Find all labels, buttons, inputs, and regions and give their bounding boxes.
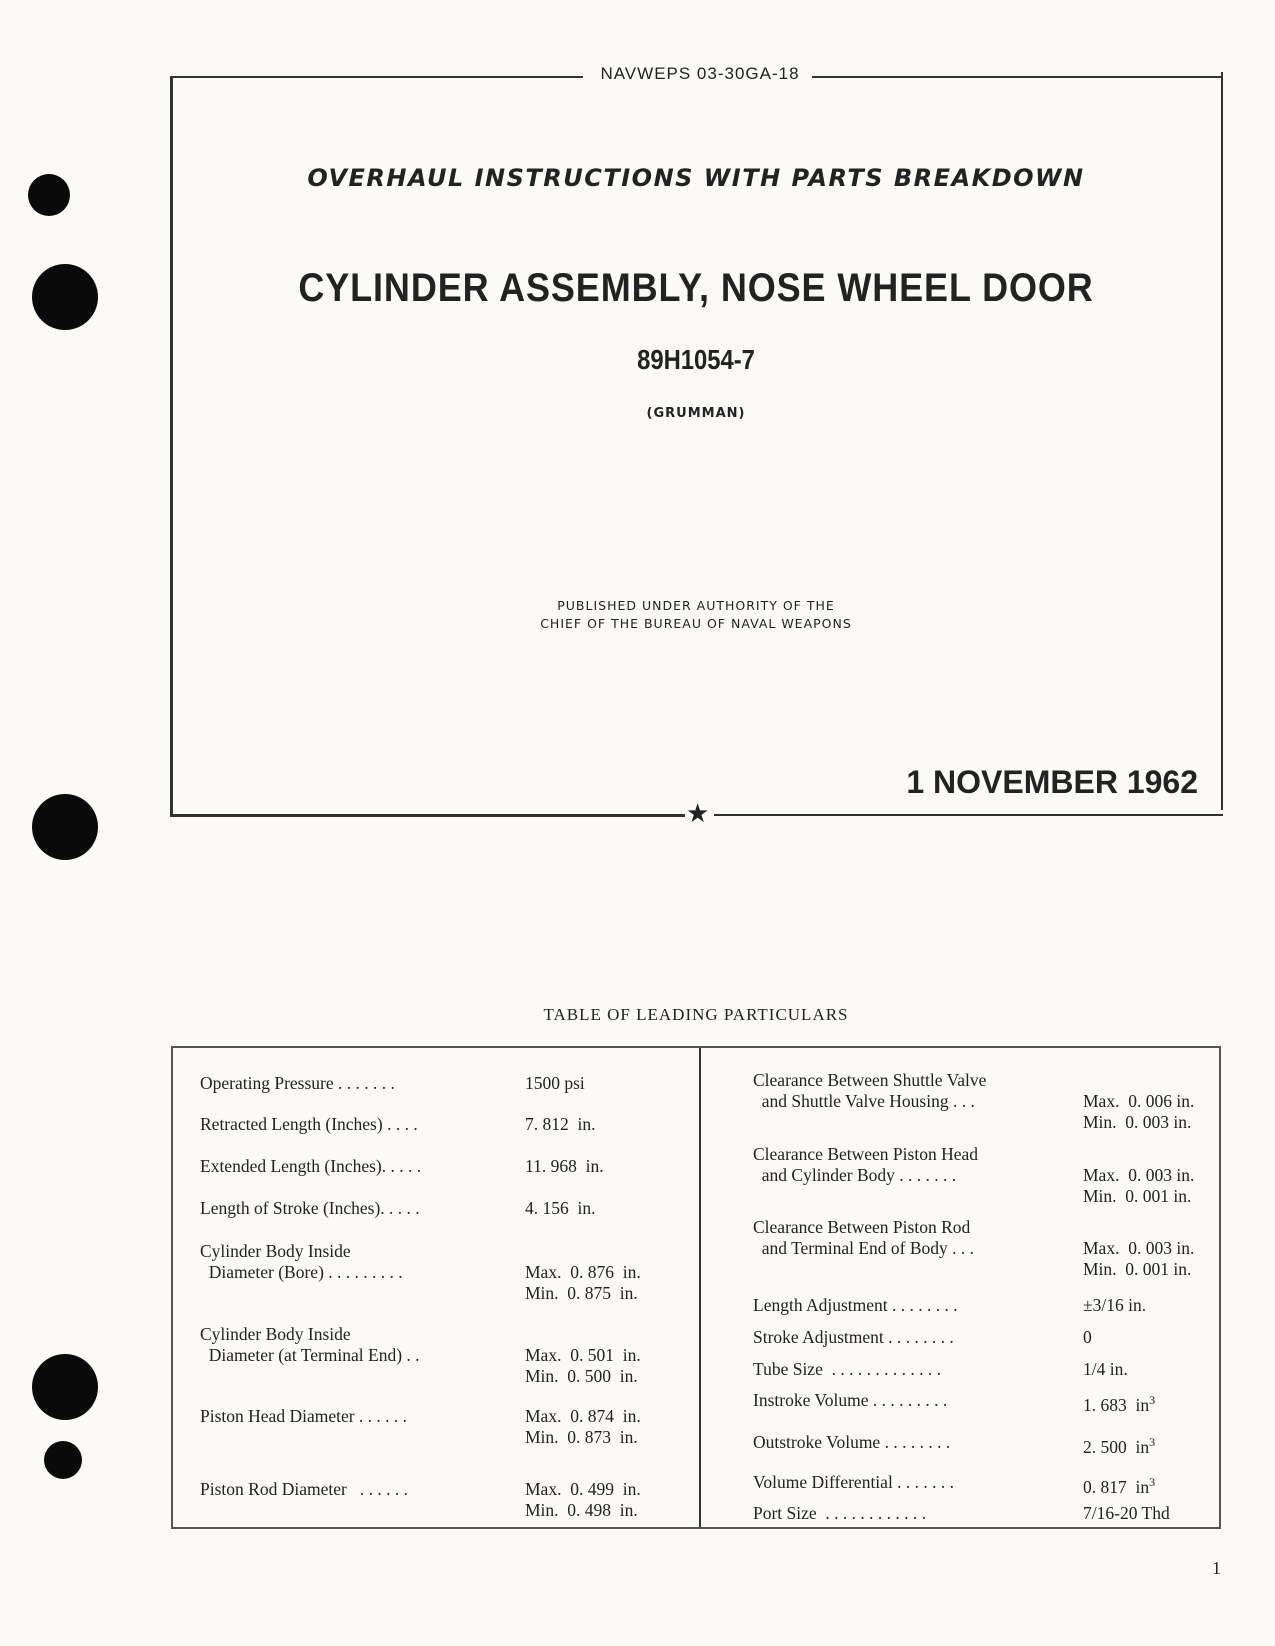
- particular-label: Length of Stroke (Inches). . . . .: [200, 1198, 420, 1218]
- frame-bottom-right: [714, 814, 1223, 816]
- particular-label: Retracted Length (Inches) . . . .: [200, 1114, 418, 1134]
- particular-label: Cylinder Body Inside: [200, 1324, 351, 1344]
- particular-label: Piston Rod Diameter . . . . . .: [200, 1479, 409, 1499]
- particular-min: Min. 0. 001 in.: [1083, 1186, 1192, 1206]
- particular-value: 7/16-20 Thd: [1083, 1503, 1170, 1523]
- frame-bottom-left: [170, 814, 685, 817]
- part-number: 89H1054-7: [637, 344, 755, 375]
- particular-max: Max. 0. 499 in.: [525, 1479, 641, 1499]
- particular-label-continued: Diameter (at Terminal End) . .: [200, 1345, 420, 1365]
- column-divider: [699, 1048, 701, 1527]
- particular-max: Max. 0. 874 in.: [525, 1406, 641, 1426]
- particular-label: Clearance Between Piston Head: [753, 1144, 978, 1164]
- particular-value: 0. 817 $in^3$: [1083, 1475, 1156, 1497]
- particular-min: Min. 0. 003 in.: [1083, 1112, 1192, 1132]
- particular-label: Volume Differential . . . . . . .: [753, 1472, 955, 1492]
- particular-label: Clearance Between Piston Rod: [753, 1217, 971, 1237]
- page-number: 1: [1212, 1558, 1221, 1578]
- particular-label: Piston Head Diameter . . . . . .: [200, 1406, 408, 1426]
- superscript: 3: [1149, 1475, 1156, 1489]
- particular-label: Extended Length (Inches). . . . .: [200, 1156, 422, 1176]
- particular-max: Max. 0. 003 in.: [1083, 1238, 1195, 1258]
- particular-min: Min. 0. 001 in.: [1083, 1259, 1192, 1279]
- punch-hole: [44, 1441, 82, 1479]
- punch-hole: [28, 174, 70, 216]
- particular-min: Min. 0. 498 in.: [525, 1500, 638, 1520]
- particular-value: 11. 968 in.: [525, 1156, 604, 1176]
- particular-value: 1/4 in.: [1083, 1359, 1128, 1379]
- particular-label-continued: and Cylinder Body . . . . . . .: [753, 1165, 957, 1185]
- particular-value: 0: [1083, 1327, 1092, 1347]
- star-icon: ★: [686, 799, 710, 829]
- particular-max: Max. 0. 006 in.: [1083, 1091, 1195, 1111]
- series-title: OVERHAUL INSTRUCTIONS WITH PARTS BREAKDOWN: [307, 164, 1085, 192]
- particular-label-continued: Diameter (Bore) . . . . . . . . .: [200, 1262, 403, 1282]
- document-title: CYLINDER ASSEMBLY, NOSE WHEEL DOOR: [298, 266, 1094, 310]
- particular-value: 7. 812 in.: [525, 1114, 596, 1134]
- authority-line-1: PUBLISHED UNDER AUTHORITY OF THE: [557, 598, 835, 613]
- particular-label: Port Size . . . . . . . . . . . .: [753, 1503, 927, 1523]
- particular-label: Length Adjustment . . . . . . . .: [753, 1295, 958, 1315]
- particular-value: 4. 156 in.: [525, 1198, 596, 1218]
- punch-hole: [32, 264, 98, 330]
- superscript: 3: [1149, 1393, 1156, 1407]
- punch-hole: [32, 794, 98, 860]
- punch-hole: [32, 1354, 98, 1420]
- particular-value: 1. 683 $in^3$: [1083, 1393, 1156, 1415]
- particular-label: Operating Pressure . . . . . . .: [200, 1073, 395, 1093]
- particular-label: Tube Size . . . . . . . . . . . . .: [753, 1359, 941, 1379]
- particular-max: Max. 0. 876 in.: [525, 1262, 641, 1282]
- particular-label: Instroke Volume . . . . . . . . .: [753, 1390, 948, 1410]
- particular-label-continued: and Shuttle Valve Housing . . .: [753, 1091, 975, 1111]
- particular-min: Min. 0. 500 in.: [525, 1366, 638, 1386]
- particular-value: ±3/16 in.: [1083, 1295, 1147, 1315]
- superscript: 3: [1149, 1435, 1156, 1449]
- publication-date: 1 NOVEMBER 1962: [906, 764, 1198, 800]
- particular-min: Min. 0. 875 in.: [525, 1283, 638, 1303]
- document-number: NAVWEPS 03-30GA-18: [600, 64, 800, 83]
- leading-particulars-table: [171, 1046, 1221, 1529]
- particular-min: Min. 0. 873 in.: [525, 1427, 638, 1447]
- particular-label: Clearance Between Shuttle Valve: [753, 1070, 987, 1090]
- particular-label: Cylinder Body Inside: [200, 1241, 351, 1261]
- particular-label: Outstroke Volume . . . . . . . .: [753, 1432, 951, 1452]
- table-title: TABLE OF LEADING PARTICULARS: [543, 1005, 849, 1024]
- particular-value: 1500 psi: [525, 1073, 585, 1093]
- frame-right: [1221, 72, 1223, 810]
- authority-line-2: CHIEF OF THE BUREAU OF NAVAL WEAPONS: [540, 616, 852, 631]
- manufacturer: (GRUMMAN): [646, 406, 746, 421]
- particular-max: Max. 0. 501 in.: [525, 1345, 641, 1365]
- particular-value: 2. 500 $in^3$: [1083, 1435, 1156, 1457]
- particular-label-continued: and Terminal End of Body . . .: [753, 1238, 975, 1258]
- particular-max: Max. 0. 003 in.: [1083, 1165, 1195, 1185]
- particular-label: Stroke Adjustment . . . . . . . .: [753, 1327, 954, 1347]
